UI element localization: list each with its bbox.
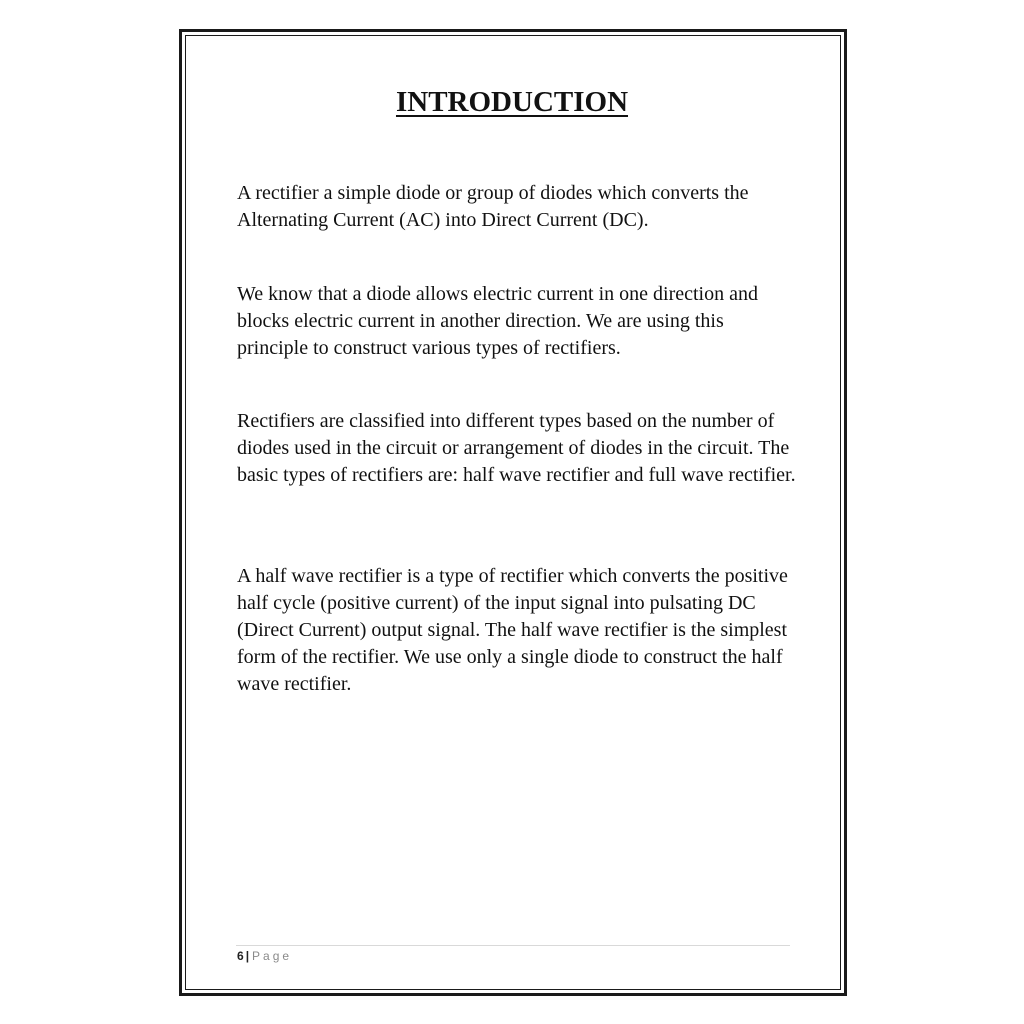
paragraph-1: A rectifier a simple diode or group of diodes which converts the Alternating Current (AC) into Direct Current (DC). [237,182,749,231]
page-word: Page [252,949,293,963]
footer-separator: | [245,949,250,963]
page-number: 6 [237,949,244,963]
paragraph-4: A half wave rectifier is a type of rectifier which converts the positive half cycle (positive current) of the input signal into pulsating DC (Direct Current) output signal. The half wave rectifier is the simplest form of the rectifier. We use only a single diode to construct the half wave rectifier. [237,565,788,695]
page-title: INTRODUCTION [395,86,629,118]
paragraph-2: We know that a diode allows electric current in one direction and blocks electric current in another direction. We are using this principle to construct various types of rectifiers. [237,283,758,359]
page-footer [237,949,292,963]
footer-divider [236,945,790,946]
page-border [179,29,847,996]
page-border-inner [185,35,841,990]
paragraph-3: Rectifiers are classified into different types based on the number of diodes used in the circuit or arrangement of diodes in the circuit. The basic types of rectifiers are: half wave rectifier and full wave rectifier. [237,410,796,486]
